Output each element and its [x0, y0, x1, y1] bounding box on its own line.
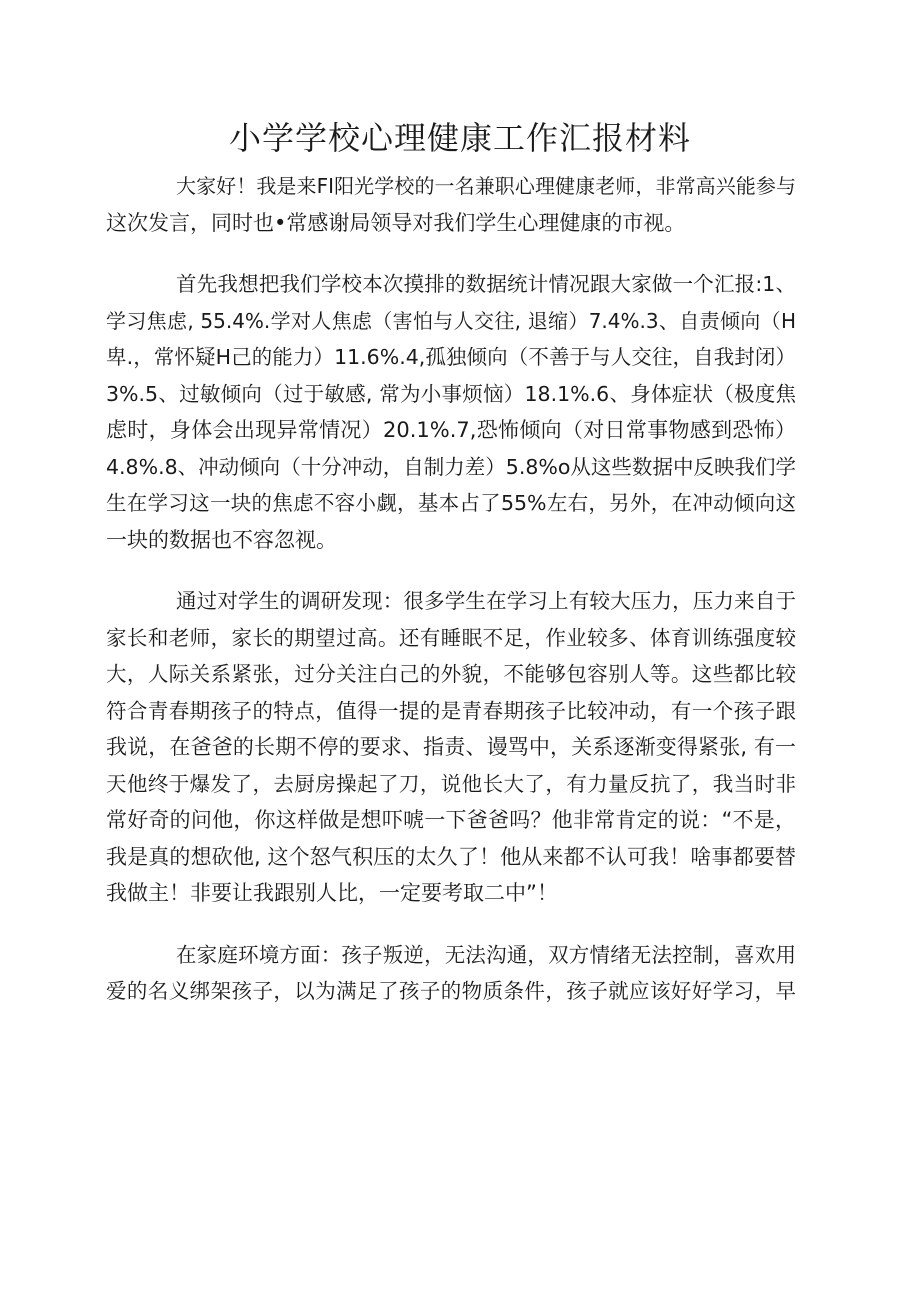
text-line: 常好奇的问他，你这样做是想吓唬一下爸爸吗？他非常肯定的说：“不是，	[106, 808, 796, 832]
paragraph-statistics	[106, 266, 796, 558]
text-line: 4.8%.8、冲动倾向（十分冲动，自制力差）5.8%o从这些数据中反映我们学	[106, 454, 796, 479]
text-line: 一块的数据也不容忽视。	[106, 527, 337, 552]
text-line: 生在学习这一块的焦虑不容小觑，基本占了55%左右，另外，在冲动倾向这	[106, 491, 796, 515]
document-body	[106, 168, 796, 1010]
document-title: 小学学校心理健康工作汇报材料	[228, 119, 691, 157]
text-line: 学习焦虑, 55.4%.学对人焦虑（害怕与人交往, 退缩）7.4%.3、自责倾向（H	[106, 308, 796, 333]
text-line: 卑.，常怀疑H己的能力）11.6%.4,孤独倾向（不善于与人交往，自我封闭）	[106, 345, 796, 369]
text-line: 3%.5、过敏倾向（过于敏感, 常为小事烦恼）18.1%.6、身体症状（极度焦	[106, 381, 796, 406]
paragraph-family-environment	[106, 937, 796, 1010]
text-line: 符合青春期孩子的特点，值得一提的是青春期孩子比较冲动，有一个孩子跟	[106, 698, 796, 723]
text-line: 我说，在爸爸的长期不停的要求、指责、谩骂中，关系逐渐变得紧张, 有一	[106, 735, 796, 759]
text-line: 虑时，身体会出现异常情况）20.1%.7,恐怖倾向（对日常事物感到恐怖）	[106, 418, 796, 442]
text-line: 家长和老师，家长的期望过高。还有睡眠不足，作业较多、体育训练强度较	[106, 625, 796, 650]
text-line: 大，人际关系紧张，过分关注白己的外貌，不能够包容别人等。这些都比较	[106, 662, 796, 686]
text-line: 爱的名义绑架孩子，以为满足了孩子的物质条件，孩子就应该好好学习，早	[106, 979, 796, 1003]
text-line: 通过对学生的调研发现：很多学生在学习上有较大压力，压力来自于	[176, 589, 796, 613]
text-line: 在家庭环境方面：孩子叛逆，无法沟通，双方情绪无法控制，喜欢用	[176, 942, 796, 967]
text-line: 天他终于爆发了，去厨房操起了刀，说他长大了，有力量反抗了，我当时非	[106, 771, 796, 796]
text-line: 首先我想把我们学校本次摸排的数据统计情况跟大家做一个汇报:1、	[176, 272, 796, 296]
text-line: 这次发言，同时也•常感谢局领导对我们学生心理健康的市视。	[106, 210, 686, 235]
paragraph-survey-findings	[106, 583, 796, 912]
text-line: 大家好！我是来FI阳光学校的一名兼职心理健康老师，非常高兴能参与	[176, 174, 796, 198]
text-line: 我是真的想砍他, 这个怒气积压的太久了！他从来都不认可我！啥事都要替	[106, 844, 796, 869]
paragraph-greeting	[106, 168, 796, 241]
text-line: 我做主！非要让我跟别人比，一定要考取二中”！	[106, 881, 558, 905]
